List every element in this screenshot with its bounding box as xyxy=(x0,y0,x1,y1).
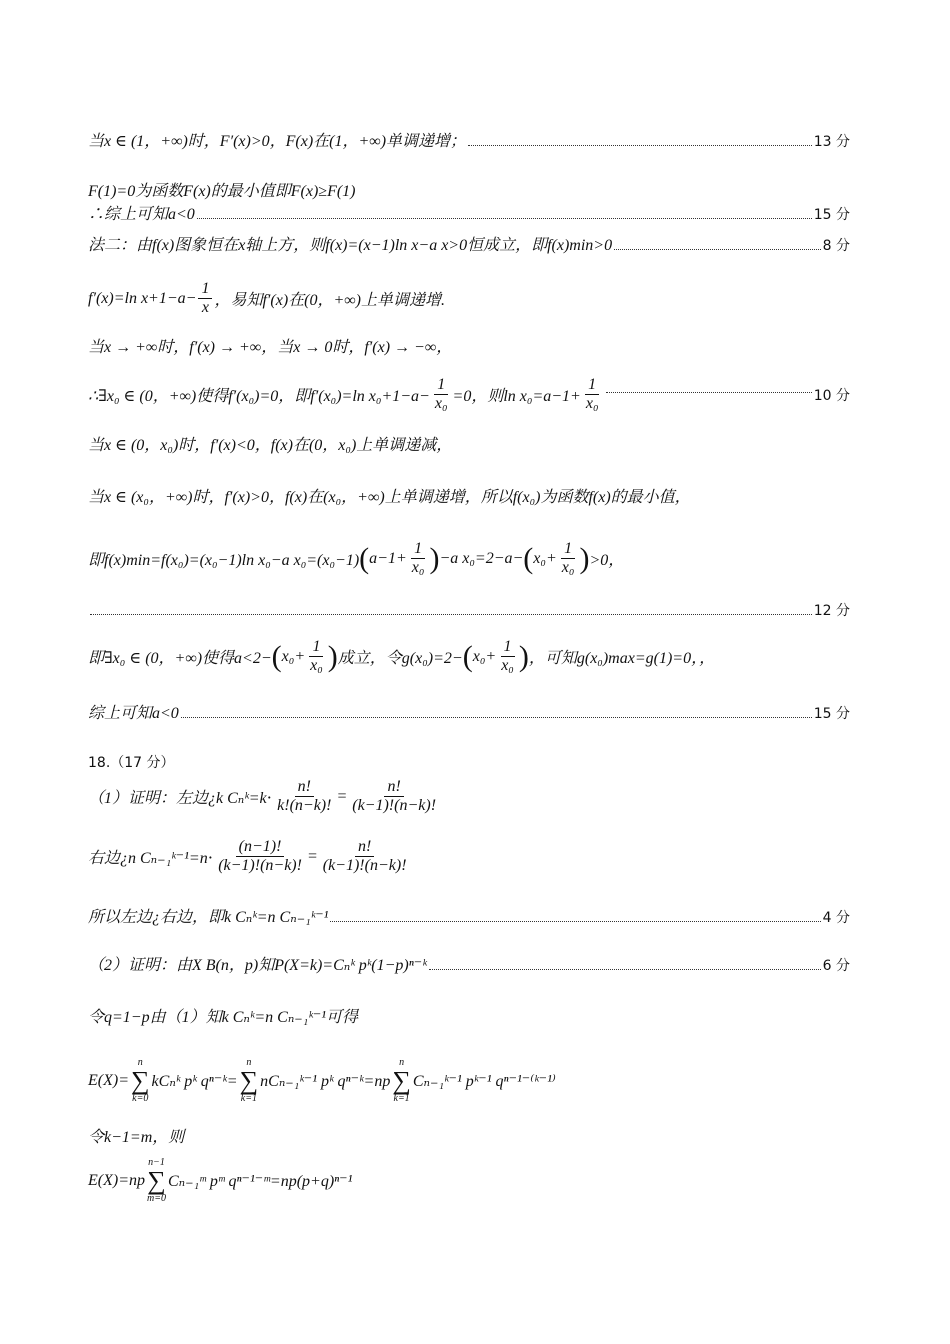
dot-leader xyxy=(90,614,812,615)
line-g-function xyxy=(88,638,850,676)
fraction-denominator: x₀ xyxy=(561,559,575,577)
dot-leader xyxy=(614,249,821,250)
score-label: 15 分 xyxy=(813,706,850,722)
fraction-denominator: x₀ xyxy=(434,395,448,413)
summation xyxy=(240,1058,259,1104)
line-increasing xyxy=(88,484,850,507)
line-let-q xyxy=(88,1004,850,1027)
sigma-symbol: ∑ xyxy=(239,1066,259,1095)
text-line: 综上可知a<0 xyxy=(88,705,179,722)
line-13-score xyxy=(88,128,850,151)
score-label: 13 分 xyxy=(813,134,850,150)
fraction xyxy=(215,838,305,876)
text-line: 令q=1−p由（1）知k Cₙᵏ=n Cₙ₋₁ᵏ⁻¹可得 xyxy=(88,1009,359,1026)
line-proof-right xyxy=(88,838,850,876)
line-min-value xyxy=(88,178,850,201)
dot-leader xyxy=(181,717,812,718)
text-part: = xyxy=(336,787,348,805)
sum-upper: n xyxy=(399,1057,405,1068)
text-line: 18.（17 分） xyxy=(88,755,175,771)
sum-lower: k=1 xyxy=(240,1093,257,1104)
fraction xyxy=(307,638,326,676)
fraction-numerator: n! xyxy=(384,778,403,797)
text-part: E(X)= xyxy=(88,1072,129,1089)
text-part: Cₙ₋₁ᵏ⁻¹ pᵏ⁻¹ qⁿ⁻¹⁻⁽ᵏ⁻¹⁾ xyxy=(412,1073,556,1090)
fraction-numerator: 1 xyxy=(585,376,599,395)
line-conclusion-1 xyxy=(88,201,850,224)
line-method-two xyxy=(88,232,850,255)
fraction-numerator: n! xyxy=(355,838,374,857)
text-part: 即∃x₀ ∈ (0，+∞)使得a<2− xyxy=(88,650,272,668)
fraction xyxy=(559,540,578,578)
sum-lower: m=0 xyxy=(147,1193,166,1204)
score-label: 10 分 xyxy=(813,387,850,404)
paren-close: ) xyxy=(429,541,440,575)
sum-lower: k=0 xyxy=(132,1093,149,1104)
line-min-expression xyxy=(88,540,850,578)
line-binomial xyxy=(88,952,850,975)
paren-open: ( xyxy=(271,639,282,673)
paren-close: ) xyxy=(518,639,529,673)
score-label: 12 分 xyxy=(813,603,850,619)
fraction-numerator: 1 xyxy=(434,376,448,395)
text-part: kCₙᵏ pᵏ qⁿ⁻ᵏ= xyxy=(151,1073,238,1090)
score-label: 15 分 xyxy=(813,207,850,223)
sum-upper: n xyxy=(246,1057,252,1068)
line-conclusion-2 xyxy=(88,700,850,723)
text-part: 成立，令g(x₀)=2− xyxy=(337,650,463,668)
line-exists-x0 xyxy=(88,376,850,414)
text-part: E(X)=np xyxy=(88,1172,145,1189)
fraction xyxy=(320,838,410,876)
fraction-numerator: 1 xyxy=(561,540,575,559)
paren-open: ( xyxy=(523,541,534,575)
dot-leader xyxy=(330,921,820,922)
line-final-expectation xyxy=(88,1158,850,1204)
line-let-m xyxy=(88,1124,850,1147)
sigma-symbol: ∑ xyxy=(147,1166,166,1195)
text-part: （1）证明：左边¿k Cₙᵏ=k⋅ xyxy=(88,790,273,808)
fraction-numerator: 1 xyxy=(309,638,323,657)
fraction-denominator: x xyxy=(201,299,209,317)
dot-leader xyxy=(468,145,812,146)
fraction xyxy=(409,540,428,578)
fraction-denominator: x₀ xyxy=(310,657,323,675)
sigma-symbol: ∑ xyxy=(392,1066,411,1095)
text-part: x₀+ xyxy=(281,647,306,665)
line-limits xyxy=(88,334,850,357)
text-part: 右边¿n Cₙ₋₁ᵏ⁻¹=n⋅ xyxy=(88,850,214,868)
fraction-denominator: x₀ xyxy=(501,657,514,675)
text-line: 当x ∈ (1，+∞)时，F′(x)>0，F(x)在(1，+∞)单调递增； xyxy=(88,133,467,150)
paren-close: ) xyxy=(579,541,590,575)
fraction-denominator: x₀ xyxy=(585,395,599,413)
text-part: ，可知g(x₀)max=g(1)=0，， xyxy=(528,650,716,668)
text-part: x₀+ xyxy=(472,647,497,665)
fraction xyxy=(583,376,602,414)
line-decreasing xyxy=(88,432,850,455)
dot-leader xyxy=(197,218,812,219)
text-part: 即f(x)min=f(x₀)=(x₀−1)ln x₀−a x₀=(x₀−1) xyxy=(88,552,360,570)
line-proof-left xyxy=(88,778,850,816)
text-line: F(1)=0为函数F(x)的最小值即F(x)≥F(1) xyxy=(88,183,356,200)
fraction-denominator: (k−1)!(n−k)! xyxy=(218,857,302,875)
fraction xyxy=(274,778,334,816)
text-part: a−1+ xyxy=(369,549,407,567)
text-line: ∴综上可知a<0 xyxy=(88,206,195,223)
line-derivative xyxy=(88,280,850,318)
text-line: 所以左边¿右边，即k Cₙᵏ=n Cₙ₋₁ᵏ⁻¹ xyxy=(88,909,329,926)
problem-18-heading xyxy=(88,752,850,772)
sigma-symbol: ∑ xyxy=(131,1066,150,1095)
text-part: Cₙ₋₁ᵐ pᵐ qⁿ⁻¹⁻ᵐ=np(p+q)ⁿ⁻¹ xyxy=(167,1173,353,1190)
paren-open: ( xyxy=(359,541,370,575)
text-part: −a x₀=2−a− xyxy=(439,549,524,567)
text-part: = xyxy=(306,847,318,865)
fraction-numerator: 1 xyxy=(198,280,212,299)
fraction-numerator: n! xyxy=(295,778,314,797)
line-expectation xyxy=(88,1058,850,1104)
dot-leader xyxy=(606,392,812,393)
fraction-numerator: 1 xyxy=(411,540,425,559)
fraction xyxy=(198,280,212,318)
sum-upper: n−1 xyxy=(148,1157,165,1168)
dot-leader xyxy=(429,969,821,970)
sum-upper: n xyxy=(137,1057,143,1068)
text-part: x₀+ xyxy=(533,549,557,567)
fraction-denominator: k!(n−k)! xyxy=(277,797,332,815)
fraction-denominator: (k−1)!(n−k)! xyxy=(322,857,407,875)
line-12-score xyxy=(88,600,850,620)
text-part: =0，则ln x₀=a−1+ xyxy=(452,388,581,406)
text-part: >0， xyxy=(589,552,625,570)
score-label: 8 分 xyxy=(822,238,850,254)
fraction-numerator: 1 xyxy=(501,638,515,657)
paren-close: ) xyxy=(327,639,338,673)
fraction xyxy=(349,778,439,816)
sum-lower: k=1 xyxy=(393,1093,410,1104)
fraction xyxy=(432,376,451,414)
text-part: f′(x)=ln x+1−a− xyxy=(88,289,197,307)
text-line: 法二：由f(x)图象恒在x轴上方，则f(x)=(x−1)ln x−a x>0恒成立，即f(x)min>0 xyxy=(88,237,613,254)
text-line: 当x ∈ (x₀，+∞)时，f′(x)>0，f(x)在(x₀，+∞)上单调递增，所以f(x₀)为函数f(x)的最小值， xyxy=(88,489,691,506)
text-line: 当x → +∞时，f′(x) → +∞，当x → 0时，f′(x) → −∞， xyxy=(88,339,453,356)
fraction-denominator: (k−1)!(n−k)! xyxy=(352,797,437,815)
text-part: nCₙ₋₁ᵏ⁻¹ pᵏ qⁿ⁻ᵏ=np xyxy=(260,1073,391,1090)
line-proof-conclusion xyxy=(88,904,850,927)
summation xyxy=(392,1058,411,1104)
fraction-numerator: (n−1)! xyxy=(236,838,285,857)
score-label: 4 分 xyxy=(822,910,850,926)
text-line: 令k−1=m，则 xyxy=(88,1129,185,1146)
text-part: ∴∃x₀ ∈ (0，+∞)使得f′(x₀)=0，即f′(x₀)=ln x₀+1−a− xyxy=(88,388,430,406)
summation xyxy=(147,1158,166,1204)
score-label: 6 分 xyxy=(822,958,850,974)
summation xyxy=(131,1058,150,1104)
fraction xyxy=(498,638,517,676)
text-line: 当x ∈ (0，x₀)时，f′(x)<0，f(x)在(0，x₀)上单调递减， xyxy=(88,437,453,454)
text-part: ，易知f′(x)在(0，+∞)上单调递增. xyxy=(214,292,446,310)
text-line: （2）证明：由X B(n，p)知P(X=k)=Cₙᵏ pᵏ(1−p)ⁿ⁻ᵏ xyxy=(88,957,427,974)
fraction-denominator: x₀ xyxy=(411,559,425,577)
paren-open: ( xyxy=(462,639,473,673)
